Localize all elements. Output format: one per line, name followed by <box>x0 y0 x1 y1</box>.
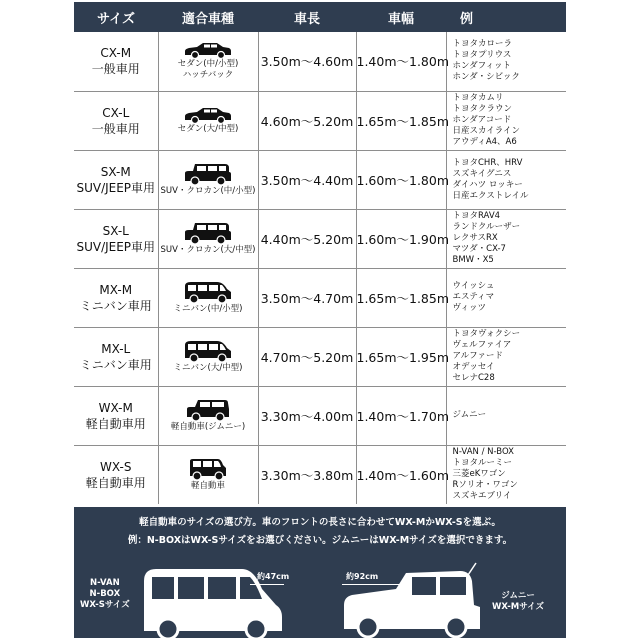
length-cell: 3.50m～4.60m <box>258 32 356 91</box>
left-measure-label: 約47cm <box>257 572 290 581</box>
size-code: MX-L <box>101 341 131 356</box>
width-cell: 1.60m～1.90m <box>356 209 446 268</box>
car-type-cell <box>158 150 258 209</box>
example-model: ホンダアコード <box>452 115 512 125</box>
size-cell <box>74 32 158 91</box>
example-model: ダイハツ ロッキー <box>452 179 523 190</box>
size-cell <box>74 268 158 327</box>
example-model: ヴェルファイア <box>452 340 512 350</box>
selection-guide <box>74 507 566 638</box>
example-model: スズキエブリイ <box>452 491 512 502</box>
example-model: ウイッシュ <box>452 281 495 291</box>
example-model: アルファード <box>452 351 503 361</box>
example-model: レクサスRX <box>452 233 498 243</box>
examples-cell <box>446 32 566 91</box>
car-type-label: 軽自動車 <box>190 481 225 492</box>
examples-cell <box>446 91 566 150</box>
size-usage: 軽自動車用 <box>85 416 146 431</box>
example-model: トヨタヴォクシー <box>452 329 521 339</box>
left-measure-line <box>250 584 284 585</box>
table-row <box>74 327 566 386</box>
left-car-label <box>80 578 130 611</box>
example-model: N-VAN / N-BOX <box>452 447 514 458</box>
width-cell: 1.65m～1.85m <box>356 268 446 327</box>
example-model: ジムニー <box>452 410 487 420</box>
examples-cell <box>446 268 566 327</box>
size-code: WX-M <box>98 400 133 415</box>
car-type-cell <box>158 209 258 268</box>
length-cell: 3.30m～3.80m <box>258 445 356 504</box>
example-model: ホンダ・シビック <box>452 72 520 83</box>
size-cell <box>74 91 158 150</box>
width-cell: 1.65m～1.85m <box>356 91 446 150</box>
width-cell: 1.40m～1.80m <box>356 32 446 91</box>
kei-car-icon <box>188 457 228 481</box>
sedan-car-icon <box>183 41 233 59</box>
header-car-type: 適合車種 <box>158 2 258 32</box>
guide-note-2: 例：N-BOXはWX-Sサイズをお選びください。ジムニーはWX-Mサイズを選択できます。 <box>127 535 513 546</box>
car-type-label: SUV・クロカン(中/小型) <box>160 186 256 196</box>
example-model: マツダ・CX-7 <box>452 244 506 254</box>
car-type-cell <box>158 445 258 504</box>
example-model: 日産スカイライン <box>452 126 520 136</box>
example-model: オデッセイ <box>452 362 495 372</box>
examples-cell <box>446 209 566 268</box>
example-model: BMW・X5 <box>452 255 494 265</box>
width-cell: 1.40m～1.70m <box>356 386 446 445</box>
size-usage: SUV/JEEP車用 <box>76 239 156 254</box>
car-type-cell <box>158 386 258 445</box>
right-car-label-1: ジムニー <box>501 591 535 601</box>
header-size: サイズ <box>74 2 158 32</box>
example-model: トヨタカムリ <box>452 93 504 103</box>
size-code: CX-L <box>102 105 130 120</box>
example-model: ホンダフィット <box>452 61 511 72</box>
size-usage: ミニバン車用 <box>79 298 152 313</box>
size-table <box>74 2 566 504</box>
table-row <box>74 268 566 327</box>
length-cell: 4.70m～5.20m <box>258 327 356 386</box>
examples-cell <box>446 150 566 209</box>
car-type-label: SUV・クロカン(大/中型) <box>160 245 256 255</box>
table-row <box>74 209 566 268</box>
width-cell: 1.40m～1.60m <box>356 445 446 504</box>
table-row <box>74 150 566 209</box>
sedan-car-icon <box>183 106 233 124</box>
example-model: Rソリオ・ワゴン <box>452 480 518 491</box>
size-code: WX-S <box>100 459 132 474</box>
header-width: 車幅 <box>356 2 446 32</box>
size-code: MX-M <box>99 282 133 297</box>
example-model: トヨタカローラ <box>452 39 513 50</box>
size-code: SX-L <box>102 223 129 238</box>
example-model: 日産エクストレイル <box>452 190 529 201</box>
suv-car-icon <box>183 162 233 186</box>
header-length: 車長 <box>258 2 356 32</box>
car-type-cell <box>158 32 258 91</box>
car-type-label: セダン(中/小型) <box>177 59 239 70</box>
example-model: アウディA4、A6 <box>452 137 517 147</box>
right-measure-label: 約92cm <box>346 572 379 581</box>
car-type-label: セダン(大/中型) <box>177 124 239 134</box>
size-code: SX-M <box>100 164 131 179</box>
header-row <box>74 2 566 32</box>
length-cell: 4.40m～5.20m <box>258 209 356 268</box>
car-type-label: ミニバン(中/小型) <box>173 304 243 314</box>
examples-cell <box>446 327 566 386</box>
suv-car-icon <box>183 221 233 245</box>
length-cell: 3.50m～4.40m <box>258 150 356 209</box>
example-model: トヨタRAV4 <box>452 211 501 221</box>
length-cell: 4.60m～5.20m <box>258 91 356 150</box>
examples-cell <box>446 445 566 504</box>
example-model: スズキイグニス <box>452 168 512 179</box>
minivan-car-icon <box>183 280 233 304</box>
width-cell: 1.60m～1.80m <box>356 150 446 209</box>
right-car-label <box>492 591 544 613</box>
size-usage: ミニバン車用 <box>79 357 152 372</box>
left-car-label-2: N-BOX <box>89 589 121 599</box>
example-model: トヨタCHR、HRV <box>452 157 523 168</box>
example-model: エスティマ <box>452 292 495 302</box>
size-usage: 一般車用 <box>91 62 140 77</box>
example-model: トヨタクラウン <box>452 104 513 114</box>
car-type-label: 軽自動車(ジムニー) <box>170 422 246 432</box>
example-model: トヨタプリウス <box>452 50 512 61</box>
car-type-cell <box>158 327 258 386</box>
car-type-cell <box>158 91 258 150</box>
example-model: ランドクルーザー <box>452 222 521 232</box>
size-cell <box>74 150 158 209</box>
size-usage: SUV/JEEP車用 <box>76 180 156 195</box>
example-model: ヴィッツ <box>452 303 486 313</box>
table-row <box>74 91 566 150</box>
table-row <box>74 445 566 504</box>
size-usage: 一般車用 <box>91 121 140 136</box>
right-car-label-2: WX-Mサイズ <box>492 602 545 612</box>
left-car-label-3: WX-Sサイズ <box>80 600 130 610</box>
size-code: CX-M <box>100 46 132 61</box>
size-usage: 軽自動車用 <box>85 475 146 490</box>
example-model: セレナC28 <box>452 373 495 383</box>
minivan-car-icon <box>183 339 233 363</box>
left-car-label-1: N-VAN <box>90 578 120 588</box>
size-cell <box>74 386 158 445</box>
car-type-cell <box>158 268 258 327</box>
header-examples: 例 <box>446 2 566 32</box>
jimny-illustration <box>340 559 490 639</box>
size-cell <box>74 445 158 504</box>
width-cell: 1.65m～1.95m <box>356 327 446 386</box>
example-model: トヨタルーミー <box>452 458 513 469</box>
car-type-label: ミニバン(大/中型) <box>173 363 243 373</box>
guide-note-1: 軽自動車のサイズの選び方。車のフロントの長さに合わせてWX-MかWX-Sを選ぶ。 <box>139 517 501 528</box>
size-chart <box>74 2 566 638</box>
examples-cell <box>446 386 566 445</box>
size-cell <box>74 327 158 386</box>
car-type-label-2: ハッチバック <box>182 70 234 81</box>
length-cell: 3.30m～4.00m <box>258 386 356 445</box>
table-row <box>74 32 566 91</box>
jimny-car-icon <box>185 398 231 422</box>
length-cell: 3.50m～4.70m <box>258 268 356 327</box>
size-cell <box>74 209 158 268</box>
example-model: 三菱eKワゴン <box>452 469 506 480</box>
table-row <box>74 386 566 445</box>
